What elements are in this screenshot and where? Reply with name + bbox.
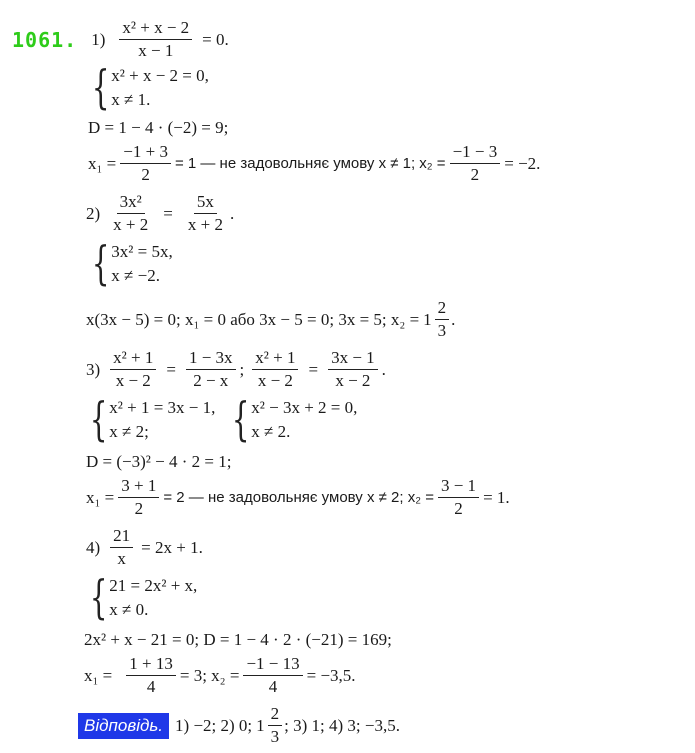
- p2-left-fraction: [110, 192, 151, 235]
- p3-fraction-a: [110, 348, 156, 391]
- p4-x2-fraction: [243, 654, 302, 697]
- answer-mixed-den: 3: [270, 727, 280, 746]
- p1-x2-den: 2: [470, 165, 480, 184]
- p4-system-row-1: 21 = 2x² + x,: [109, 576, 198, 595]
- answer-post: ; 3) 1; 4) 3; −3,5.: [284, 715, 400, 735]
- p3-x1-label: x₁ =: [86, 487, 115, 507]
- p4-num: 21: [110, 526, 133, 548]
- p4-roots: [84, 654, 356, 697]
- p1-discriminant: [88, 118, 228, 138]
- p1-equation: [12, 18, 229, 61]
- p1-system: [86, 60, 209, 114]
- p2-label: 2): [86, 203, 101, 223]
- p1-x1-num: −1 + 3: [120, 142, 171, 164]
- p3-a-den: x − 2: [115, 371, 151, 390]
- p3-dot: .: [381, 359, 386, 379]
- p2-solution: [86, 298, 455, 341]
- p2-left-den: x + 2: [113, 215, 149, 234]
- p1-disc-text: D = 1 − 4 · (−2) = 9;: [88, 118, 229, 137]
- p4-x1-fraction: [126, 654, 176, 697]
- p3-equals-2: =: [308, 359, 319, 379]
- p3-x1-num: 3 + 1: [118, 476, 159, 498]
- p1-system-row-2: x ≠ 1.: [111, 90, 151, 109]
- p3-system-1-row-2: x ≠ 2;: [109, 422, 149, 441]
- p4-rhs: = 2x + 1.: [141, 537, 203, 557]
- p3-system-2-row-2: x ≠ 2.: [251, 422, 291, 441]
- p4-den: x: [117, 549, 126, 568]
- p2-system: [86, 236, 173, 290]
- p2-mixed-den: 3: [437, 321, 447, 340]
- p2-right-fraction: [185, 192, 226, 235]
- p3-fraction-c: [252, 348, 298, 391]
- p3-x1-den: 2: [134, 499, 144, 518]
- p3-separator: ;: [239, 359, 245, 379]
- p2-system-row-2: x ≠ −2.: [111, 266, 160, 285]
- p1-x1-tail: = 1 — не задовольняє умову x ≠ 1; x₂ =: [174, 155, 446, 172]
- p4-quadratic-text: 2x² + x − 21 = 0; D = 1 − 4 · 2 · (−21) = 169;: [84, 630, 392, 649]
- p3-discriminant: [86, 452, 231, 472]
- p3-a-num: x² + 1: [110, 348, 156, 370]
- p1-label: 1): [91, 29, 106, 49]
- p4-system-row-2: x ≠ 0.: [109, 600, 149, 619]
- p3-system-1-row-1: x² + 1 = 3x − 1,: [109, 398, 216, 417]
- p1-numerator: x² + x − 2: [119, 18, 192, 40]
- p4-equation: [86, 526, 203, 569]
- p1-roots: [88, 142, 540, 185]
- p4-x1-den: 4: [146, 677, 156, 696]
- p1-x2-num: −1 − 3: [450, 142, 501, 164]
- p4-x1-tail: = 3; x₂ =: [179, 665, 240, 685]
- p2-system-row-1: 3x² = 5x,: [111, 242, 173, 261]
- p3-b-den: 2 − x: [193, 371, 229, 390]
- answer-tag: Відповідь.: [78, 713, 169, 739]
- p4-x2-num: −1 − 13: [243, 654, 302, 676]
- p3-system-2: [226, 392, 358, 446]
- answer-mixed-whole: 1: [256, 715, 265, 735]
- p3-x1-tail: = 2 — не задовольняє умову x ≠ 2; x₂ =: [163, 489, 434, 506]
- p2-dot: .: [229, 203, 235, 223]
- p3-x2-tail: = 1.: [483, 487, 510, 507]
- p3-brace-1: {: [89, 392, 108, 446]
- p3-equation: [86, 348, 386, 391]
- answer-line: [78, 704, 400, 747]
- p3-fraction-d: [328, 348, 378, 391]
- p2-equation: [86, 192, 234, 235]
- p3-brace-2: {: [231, 392, 250, 446]
- p1-x2-fraction: [450, 142, 501, 185]
- p2-right-den: x + 2: [187, 215, 223, 234]
- p3-label: 3): [86, 359, 101, 379]
- p2-solution-end: .: [451, 309, 456, 329]
- p2-mixed-whole: 1: [423, 309, 432, 329]
- answer-pre: 1) −2; 2) 0;: [175, 715, 253, 735]
- p2-left-num: 3x²: [117, 192, 145, 214]
- p3-roots: [86, 476, 510, 519]
- problem-number: 1061.: [12, 27, 78, 52]
- p1-x1-den: 2: [141, 165, 150, 184]
- p3-fraction-b: [186, 348, 236, 391]
- p2-mixed-num: 2: [435, 298, 450, 320]
- p3-x2-num: 3 − 1: [438, 476, 479, 498]
- p1-system-row-1: x² + x − 2 = 0,: [111, 66, 209, 85]
- p4-label: 4): [86, 537, 101, 557]
- p2-brace: {: [91, 236, 110, 290]
- p4-x2-tail: = −3,5.: [306, 665, 356, 685]
- p1-x1-label: x₁ =: [88, 153, 117, 173]
- p3-b-num: 1 − 3x: [186, 348, 236, 370]
- p4-fraction: [110, 526, 133, 569]
- p3-system-1: [84, 392, 216, 446]
- answer-mixed-num: 2: [268, 704, 283, 726]
- p3-c-num: x² + 1: [252, 348, 298, 370]
- p4-brace: {: [89, 570, 108, 624]
- p4-x1-label: x₁ =: [84, 665, 113, 685]
- p1-brace: {: [91, 60, 110, 114]
- p2-solution-text: x(3x − 5) = 0; x₁ = 0 або 3x − 5 = 0; 3x = 5; x₂ =: [86, 309, 420, 329]
- p3-c-den: x − 2: [257, 371, 293, 390]
- p1-x1-fraction: [120, 142, 171, 185]
- p2-equals: =: [163, 203, 173, 223]
- p3-d-num: 3x − 1: [328, 348, 378, 370]
- p3-d-den: x − 2: [335, 371, 371, 390]
- p3-x2-den: 2: [454, 499, 463, 518]
- p3-equals-1: =: [166, 359, 176, 379]
- p3-system-2-row-1: x² − 3x + 2 = 0,: [251, 398, 358, 417]
- p2-mixed-number: [423, 298, 451, 341]
- p1-rhs: = 0.: [202, 29, 229, 49]
- answer-mixed-number: [256, 704, 284, 747]
- p1-x2-tail: = −2.: [504, 153, 541, 173]
- p3-x1-fraction: [118, 476, 159, 519]
- p4-quadratic: [84, 630, 392, 650]
- p4-system: [84, 570, 198, 624]
- p1-fraction: [119, 18, 192, 61]
- p1-denominator: x − 1: [138, 41, 174, 60]
- p4-x2-den: 4: [268, 677, 278, 696]
- p4-x1-num: 1 + 13: [126, 654, 176, 676]
- p2-right-num: 5x: [194, 192, 217, 214]
- p3-disc-text: D = (−3)² − 4 · 2 = 1;: [86, 452, 232, 471]
- p3-x2-fraction: [438, 476, 479, 519]
